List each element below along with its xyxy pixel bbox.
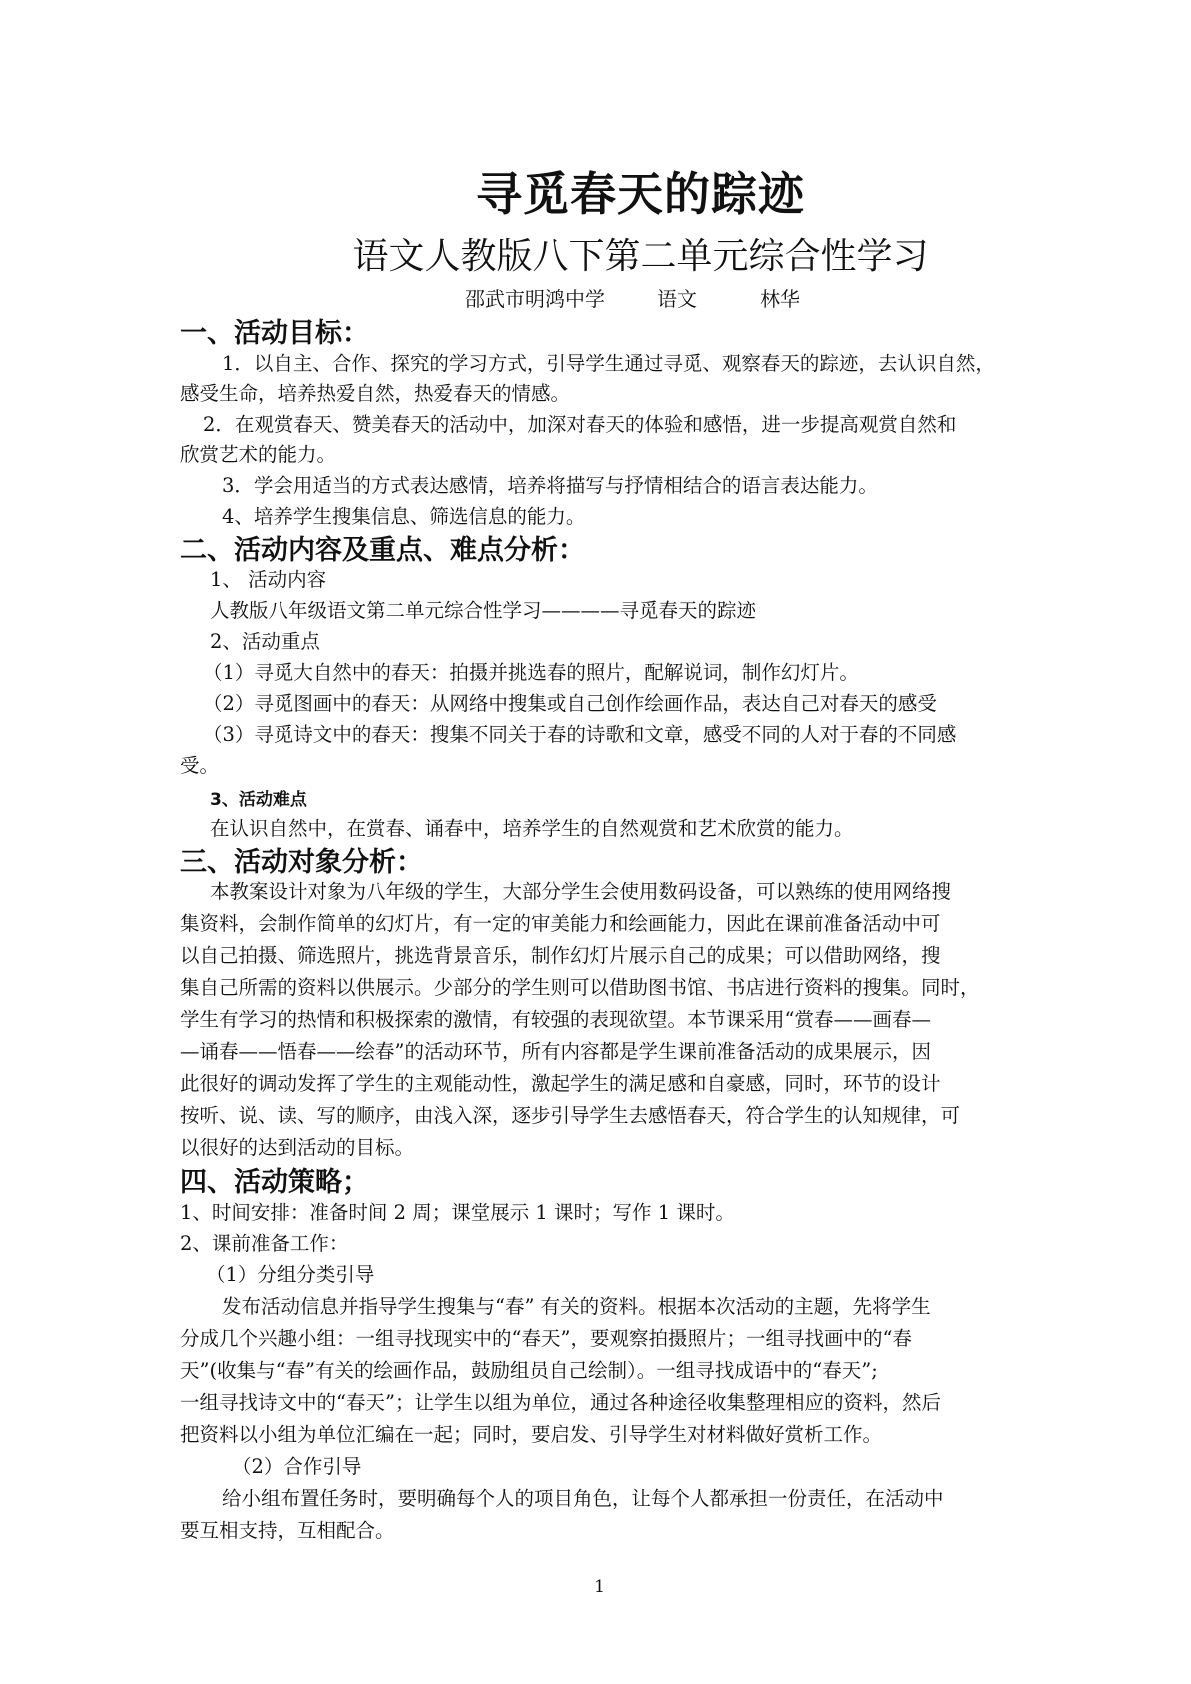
text-line: （1）寻觅大自然中的春天：拍摄并挑选春的照片，配解说词，制作幻灯片。 [203,661,859,684]
text-line: 4、培养学生搜集信息、筛选信息的能力。 [222,505,586,528]
section-heading-content: 二、活动内容及重点、难点分析： [180,535,585,566]
document-subtitle: 语文人教版八下第二单元综合性学习 [352,236,929,277]
text-line: 以自己拍摄、筛选照片，挑选背景音乐，制作幻灯片展示自己的成果；可以借助网络，搜 [180,944,941,967]
text-line: 2、活动重点 [210,630,320,653]
text-line: （1）分组分类引导 [206,1263,375,1286]
text-line: 天”(收集与“春”有关的绘画作品，鼓励组员自己绘制）。一组寻找成语中的“春天”; [180,1359,878,1382]
section-heading-audience: 三、活动对象分析： [180,847,423,878]
text-line: 集自己所需的资料以供展示。少部分的学生则可以借助图书馆、书店进行资料的搜集。同时， [180,976,980,999]
text-line: 学生有学习的热情和积极探索的激情，有较强的表现欲望。本节课采用“赏春——画春— [180,1008,931,1031]
document-title: 寻觅春天的踪迹 [476,167,805,221]
page-number: 1 [594,1577,605,1597]
section-heading-strategy: 四、活动策略； [180,1167,369,1198]
text-line: 在认识自然中，在赏春、诵春中，培养学生的自然观赏和艺术欣赏的能力。 [210,817,854,840]
text-line: 给小组布置任务时，要明确每个人的项目角色，让每个人都承担一份责任，在活动中 [222,1487,944,1510]
text-line: 此很好的调动发挥了学生的主观能动性，激起学生的满足感和自豪感，同时，环节的设计 [180,1072,941,1095]
text-line: 以很好的达到活动的目标。 [180,1136,415,1159]
text-line: —诵春——悟春——绘春”的活动环节，所有内容都是学生课前准备活动的成果展示，因 [180,1040,931,1063]
text-line: 要互相支持，互相配合。 [180,1519,395,1542]
text-line: 受。 [180,754,220,777]
byline-subject: 语文 [657,287,697,311]
text-line: 按听、说、读、写的顺序，由浅入深，逐步引导学生去感悟春天，符合学生的认知规律，可 [180,1104,961,1127]
section-heading-goals: 一、活动目标： [180,318,369,349]
text-line: 2、课前准备工作： [180,1232,349,1255]
text-line: 欣赏艺术的能力。 [180,443,337,466]
text-line: 1、时间安排：准备时间 2 周；课堂展示 1 课时；写作 1 课时。 [180,1201,735,1224]
text-line: （2）合作引导 [232,1455,362,1478]
byline-author: 林华 [760,287,800,311]
text-line: 本教案设计对象为八年级的学生，大部分学生会使用数码设备，可以熟练的使用网络搜 [210,880,952,903]
text-line: 2．在观赏春天、赞美春天的活动中，加深对春天的体验和感悟，进一步提高观赏自然和 [203,413,957,436]
text-line: 集资料，会制作简单的幻灯片，有一定的审美能力和绘画能力，因此在课前准备活动中可 [180,912,941,935]
text-line: （3）寻觅诗文中的春天：搜集不同关于春的诗歌和文章，感受不同的人对于春的不同感 [203,723,957,746]
text-line: 3．学会用适当的方式表达感情，培养将描写与抒情相结合的语言表达能力。 [222,474,878,497]
text-line: 把资料以小组为单位汇编在一起；同时，要启发、引导学生对材料做好赏析工作。 [180,1423,883,1446]
text-line: 一组寻找诗文中的“春天”；让学生以组为单位，通过各种途径收集整理相应的资料，然后 [180,1391,941,1414]
text-line: 发布活动信息并指导学生搜集与“春” 有关的资料。根据本次活动的主题，先将学生 [222,1295,931,1318]
text-line: 人教版八年级语文第二单元综合性学习————寻觅春天的踪迹 [210,599,757,622]
text-line: 1、 活动内容 [210,568,327,591]
text-line: 感受生命，培养热爱自然，热爱春天的情感。 [180,382,571,405]
subheading-difficulty: 3、活动难点 [210,790,307,810]
byline-school: 邵武市明鸿中学 [465,287,605,311]
text-line: 1．以自主、合作、探究的学习方式，引导学生通过寻觅、观察春天的踪迹，去认识自然， [222,352,995,375]
text-line: 分成几个兴趣小组：一组寻找现实中的“春天”，要观察拍摄照片；一组寻找画中的“春 [180,1327,912,1350]
text-line: （2）寻觅图画中的春天：从网络中搜集或自己创作绘画作品，表达自己对春天的感受 [203,692,937,715]
